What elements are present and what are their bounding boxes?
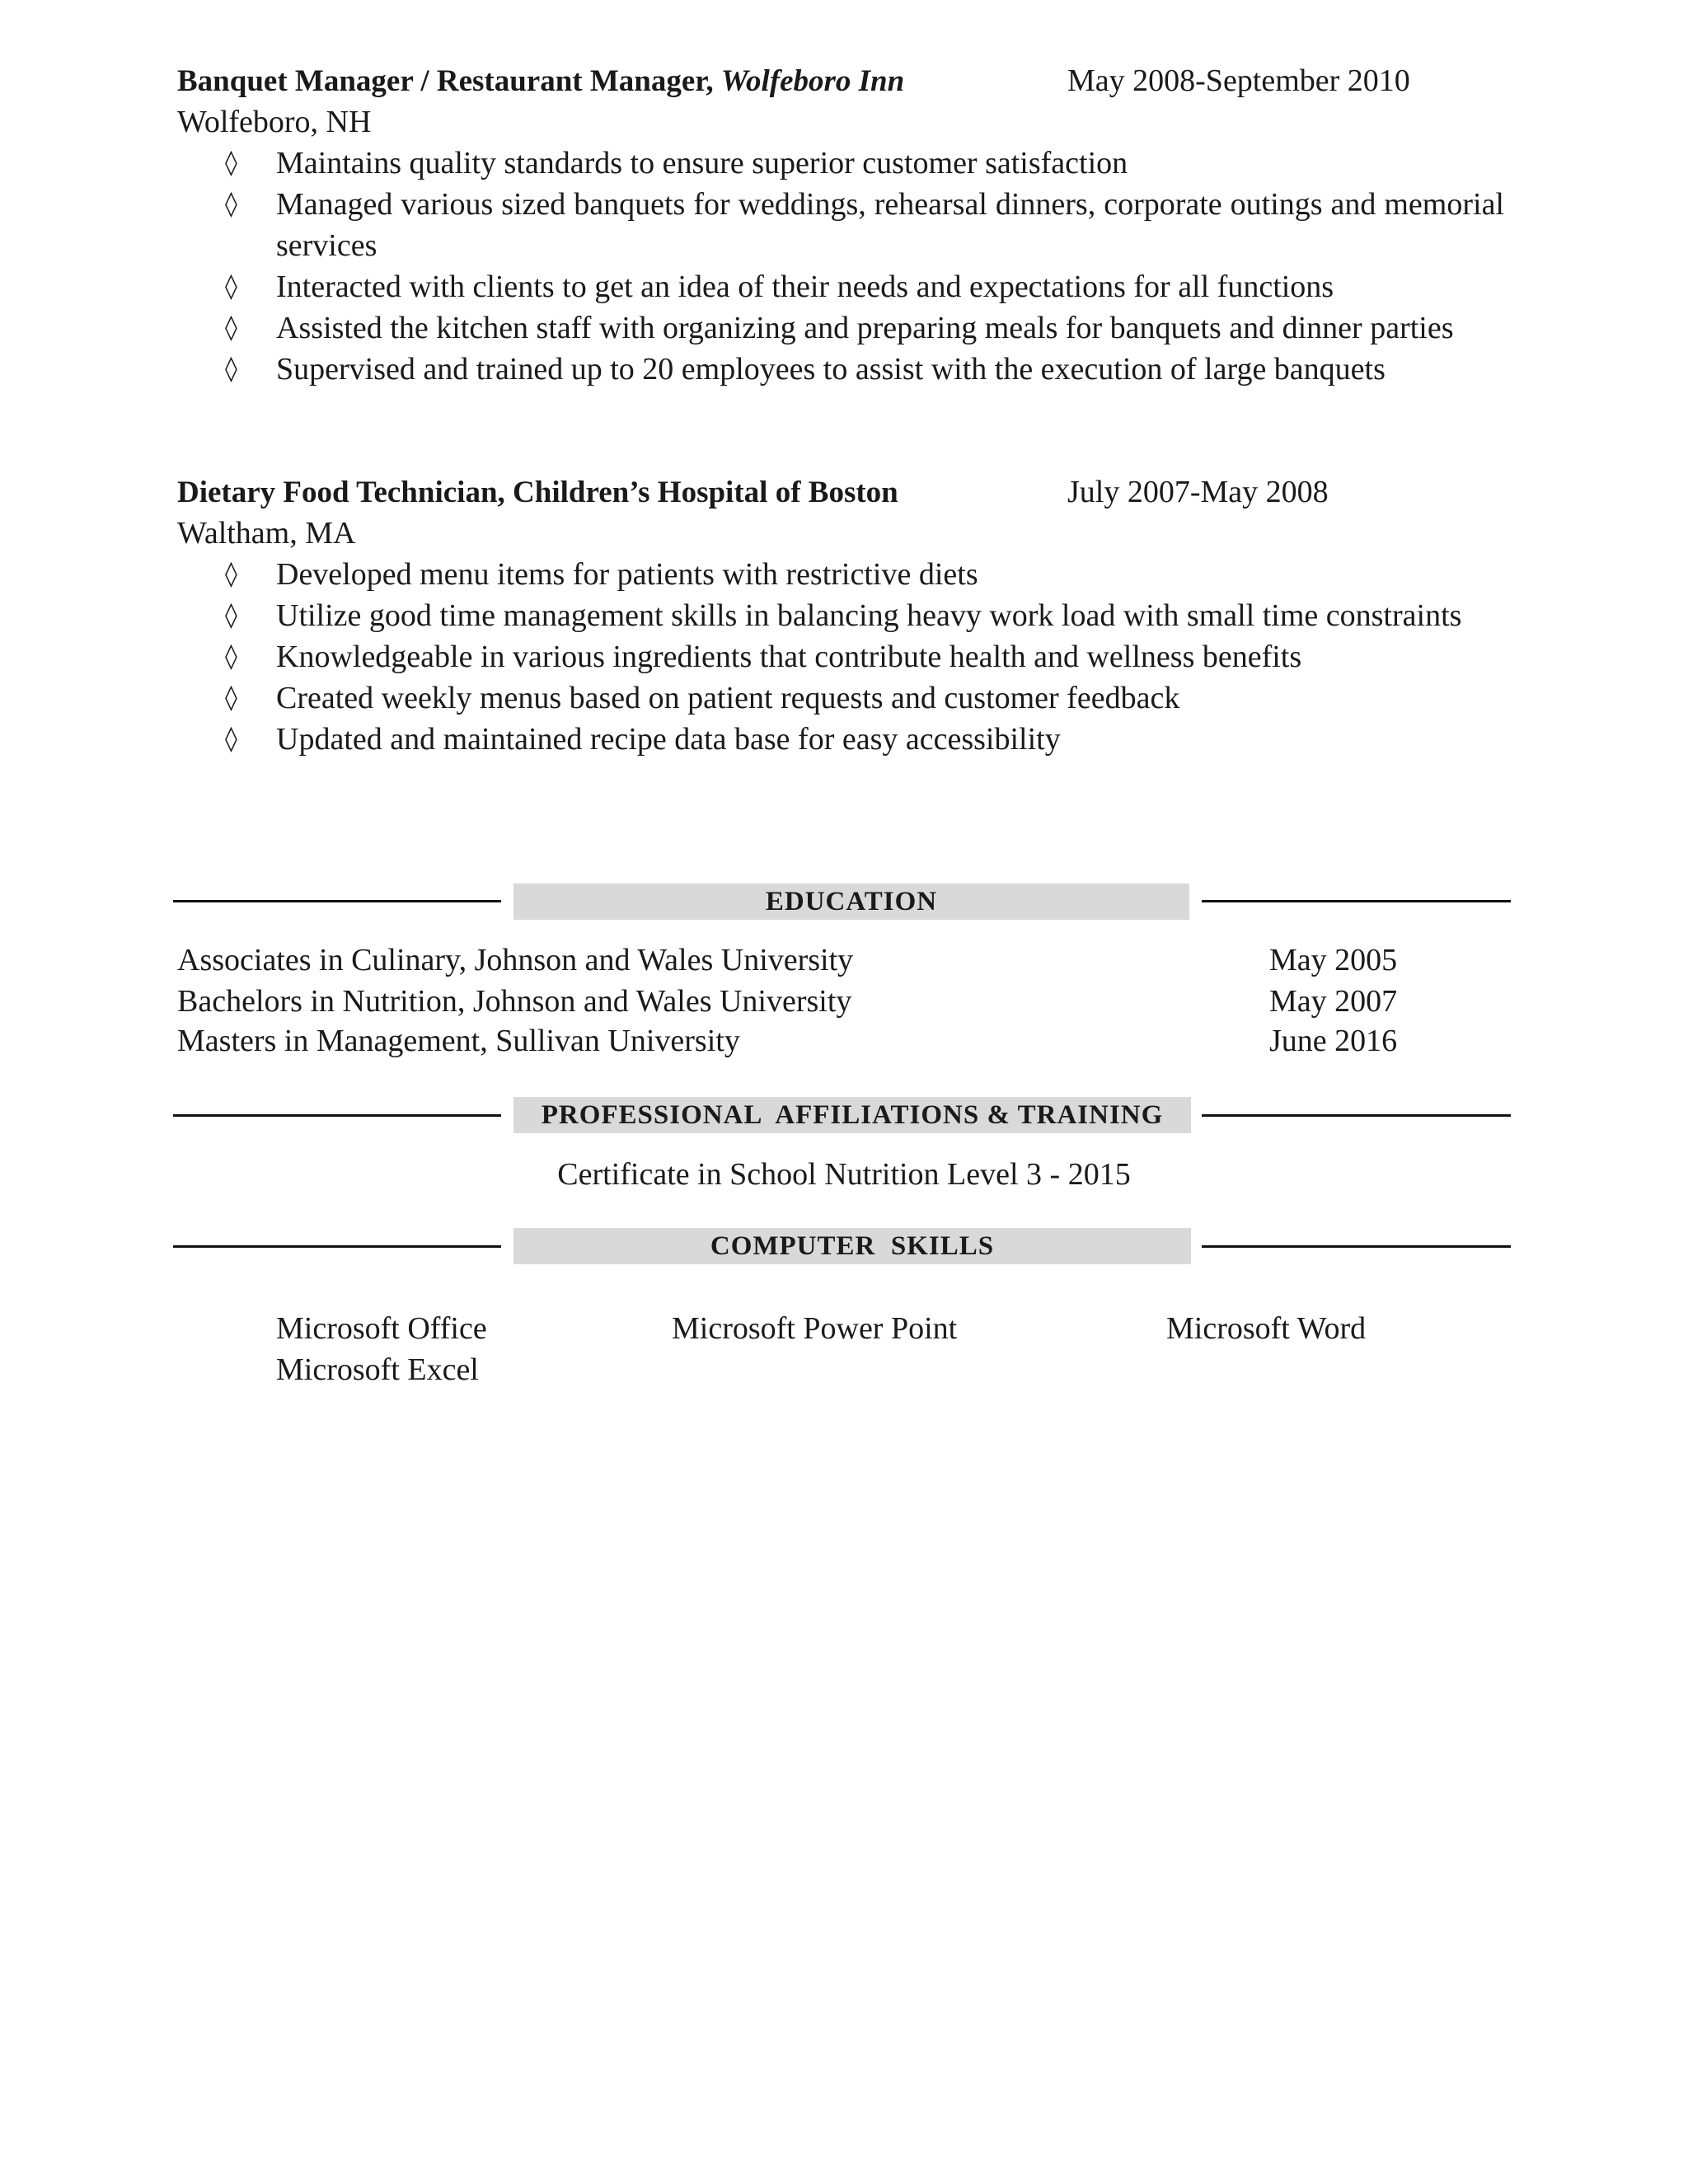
diamond-bullet-icon: ◊ — [225, 354, 237, 383]
diamond-bullet-icon: ◊ — [225, 601, 237, 630]
section-heading-computer-skills: COMPUTER SKILLS — [513, 1228, 1191, 1264]
diamond-bullet-icon: ◊ — [225, 272, 237, 301]
job-entry-dietary-technician — [177, 471, 1504, 760]
education-row — [177, 981, 1414, 1022]
job-entry-banquet-manager — [177, 60, 1504, 390]
job-dates: July 2007-May 2008 — [1067, 475, 1329, 509]
skill-item: Microsoft Power Point — [672, 1311, 958, 1346]
section-divider-right — [1202, 1245, 1511, 1248]
skill-item: Microsoft Word — [1166, 1311, 1367, 1346]
certificate-item: Certificate in School Nutrition Level 3 - 2015 — [557, 1157, 1131, 1192]
skill-item: Microsoft Excel — [276, 1352, 479, 1387]
job-location: Wolfeboro, NH — [177, 105, 372, 139]
list-item: ◊ Managed various sized banquets for weddings, rehearsal dinners, corporate outings and memorial services — [177, 184, 1504, 266]
list-item: ◊ Developed menu items for patients with restrictive diets — [177, 554, 1504, 595]
list-item: ◊ Knowledgeable in various ingredients that contribute health and wellness benefits — [177, 636, 1504, 677]
section-divider-right — [1202, 900, 1511, 902]
education-degree: Masters in Management, Sullivan University — [177, 1024, 740, 1058]
diamond-bullet-icon: ◊ — [225, 148, 237, 177]
section-divider-left — [173, 1245, 501, 1248]
diamond-bullet-icon: ◊ — [225, 313, 237, 342]
job-header — [177, 471, 1504, 513]
section-heading-education: EDUCATION — [513, 883, 1189, 920]
diamond-bullet-icon: ◊ — [225, 190, 237, 218]
section-divider-right — [1202, 1114, 1511, 1117]
list-item: ◊ Updated and maintained recipe data base for easy accessibility — [177, 719, 1504, 760]
education-date: May 2005 — [1269, 943, 1398, 977]
job-location: Waltham, MA — [177, 516, 356, 551]
diamond-bullet-icon: ◊ — [225, 724, 237, 753]
section-divider-left — [173, 900, 501, 902]
job-dates: May 2008-September 2010 — [1067, 63, 1410, 98]
education-date: June 2016 — [1269, 1024, 1398, 1058]
job-title: Banquet Manager / Restaurant Manager, Wolfeboro Inn — [177, 64, 905, 98]
diamond-bullet-icon: ◊ — [225, 683, 237, 712]
list-item: ◊ Assisted the kitchen staff with organizing and preparing meals for banquets and dinner parties — [177, 307, 1504, 349]
list-item: ◊ Created weekly menus based on patient requests and customer feedback — [177, 677, 1504, 719]
skill-item: Microsoft Office — [276, 1311, 487, 1346]
job-bullets — [177, 554, 1504, 760]
diamond-bullet-icon: ◊ — [225, 642, 237, 671]
education-degree: Associates in Culinary, Johnson and Wales University — [177, 943, 854, 977]
section-divider-left — [173, 1114, 501, 1117]
job-bullets — [177, 143, 1504, 390]
list-item: ◊ Utilize good time management skills in balancing heavy work load with small time constraints — [177, 595, 1504, 636]
job-header — [177, 60, 1504, 101]
list-item: ◊ Maintains quality standards to ensure superior customer satisfaction — [177, 143, 1504, 184]
education-row — [177, 940, 1414, 981]
diamond-bullet-icon: ◊ — [225, 560, 237, 588]
list-item: ◊ Interacted with clients to get an idea of their needs and expectations for all functions — [177, 266, 1504, 307]
job-company: Wolfeboro Inn — [720, 64, 905, 98]
education-date: May 2007 — [1269, 984, 1398, 1019]
education-row — [177, 1020, 1414, 1062]
section-heading-affiliations: PROFESSIONAL AFFILIATIONS & TRAINING — [513, 1097, 1191, 1133]
education-degree: Bachelors in Nutrition, Johnson and Wales University — [177, 984, 852, 1019]
list-item: ◊ Supervised and trained up to 20 employees to assist with the execution of large banquets — [177, 349, 1504, 390]
job-title: Dietary Food Technician, Children’s Hospital of Boston — [177, 476, 898, 509]
